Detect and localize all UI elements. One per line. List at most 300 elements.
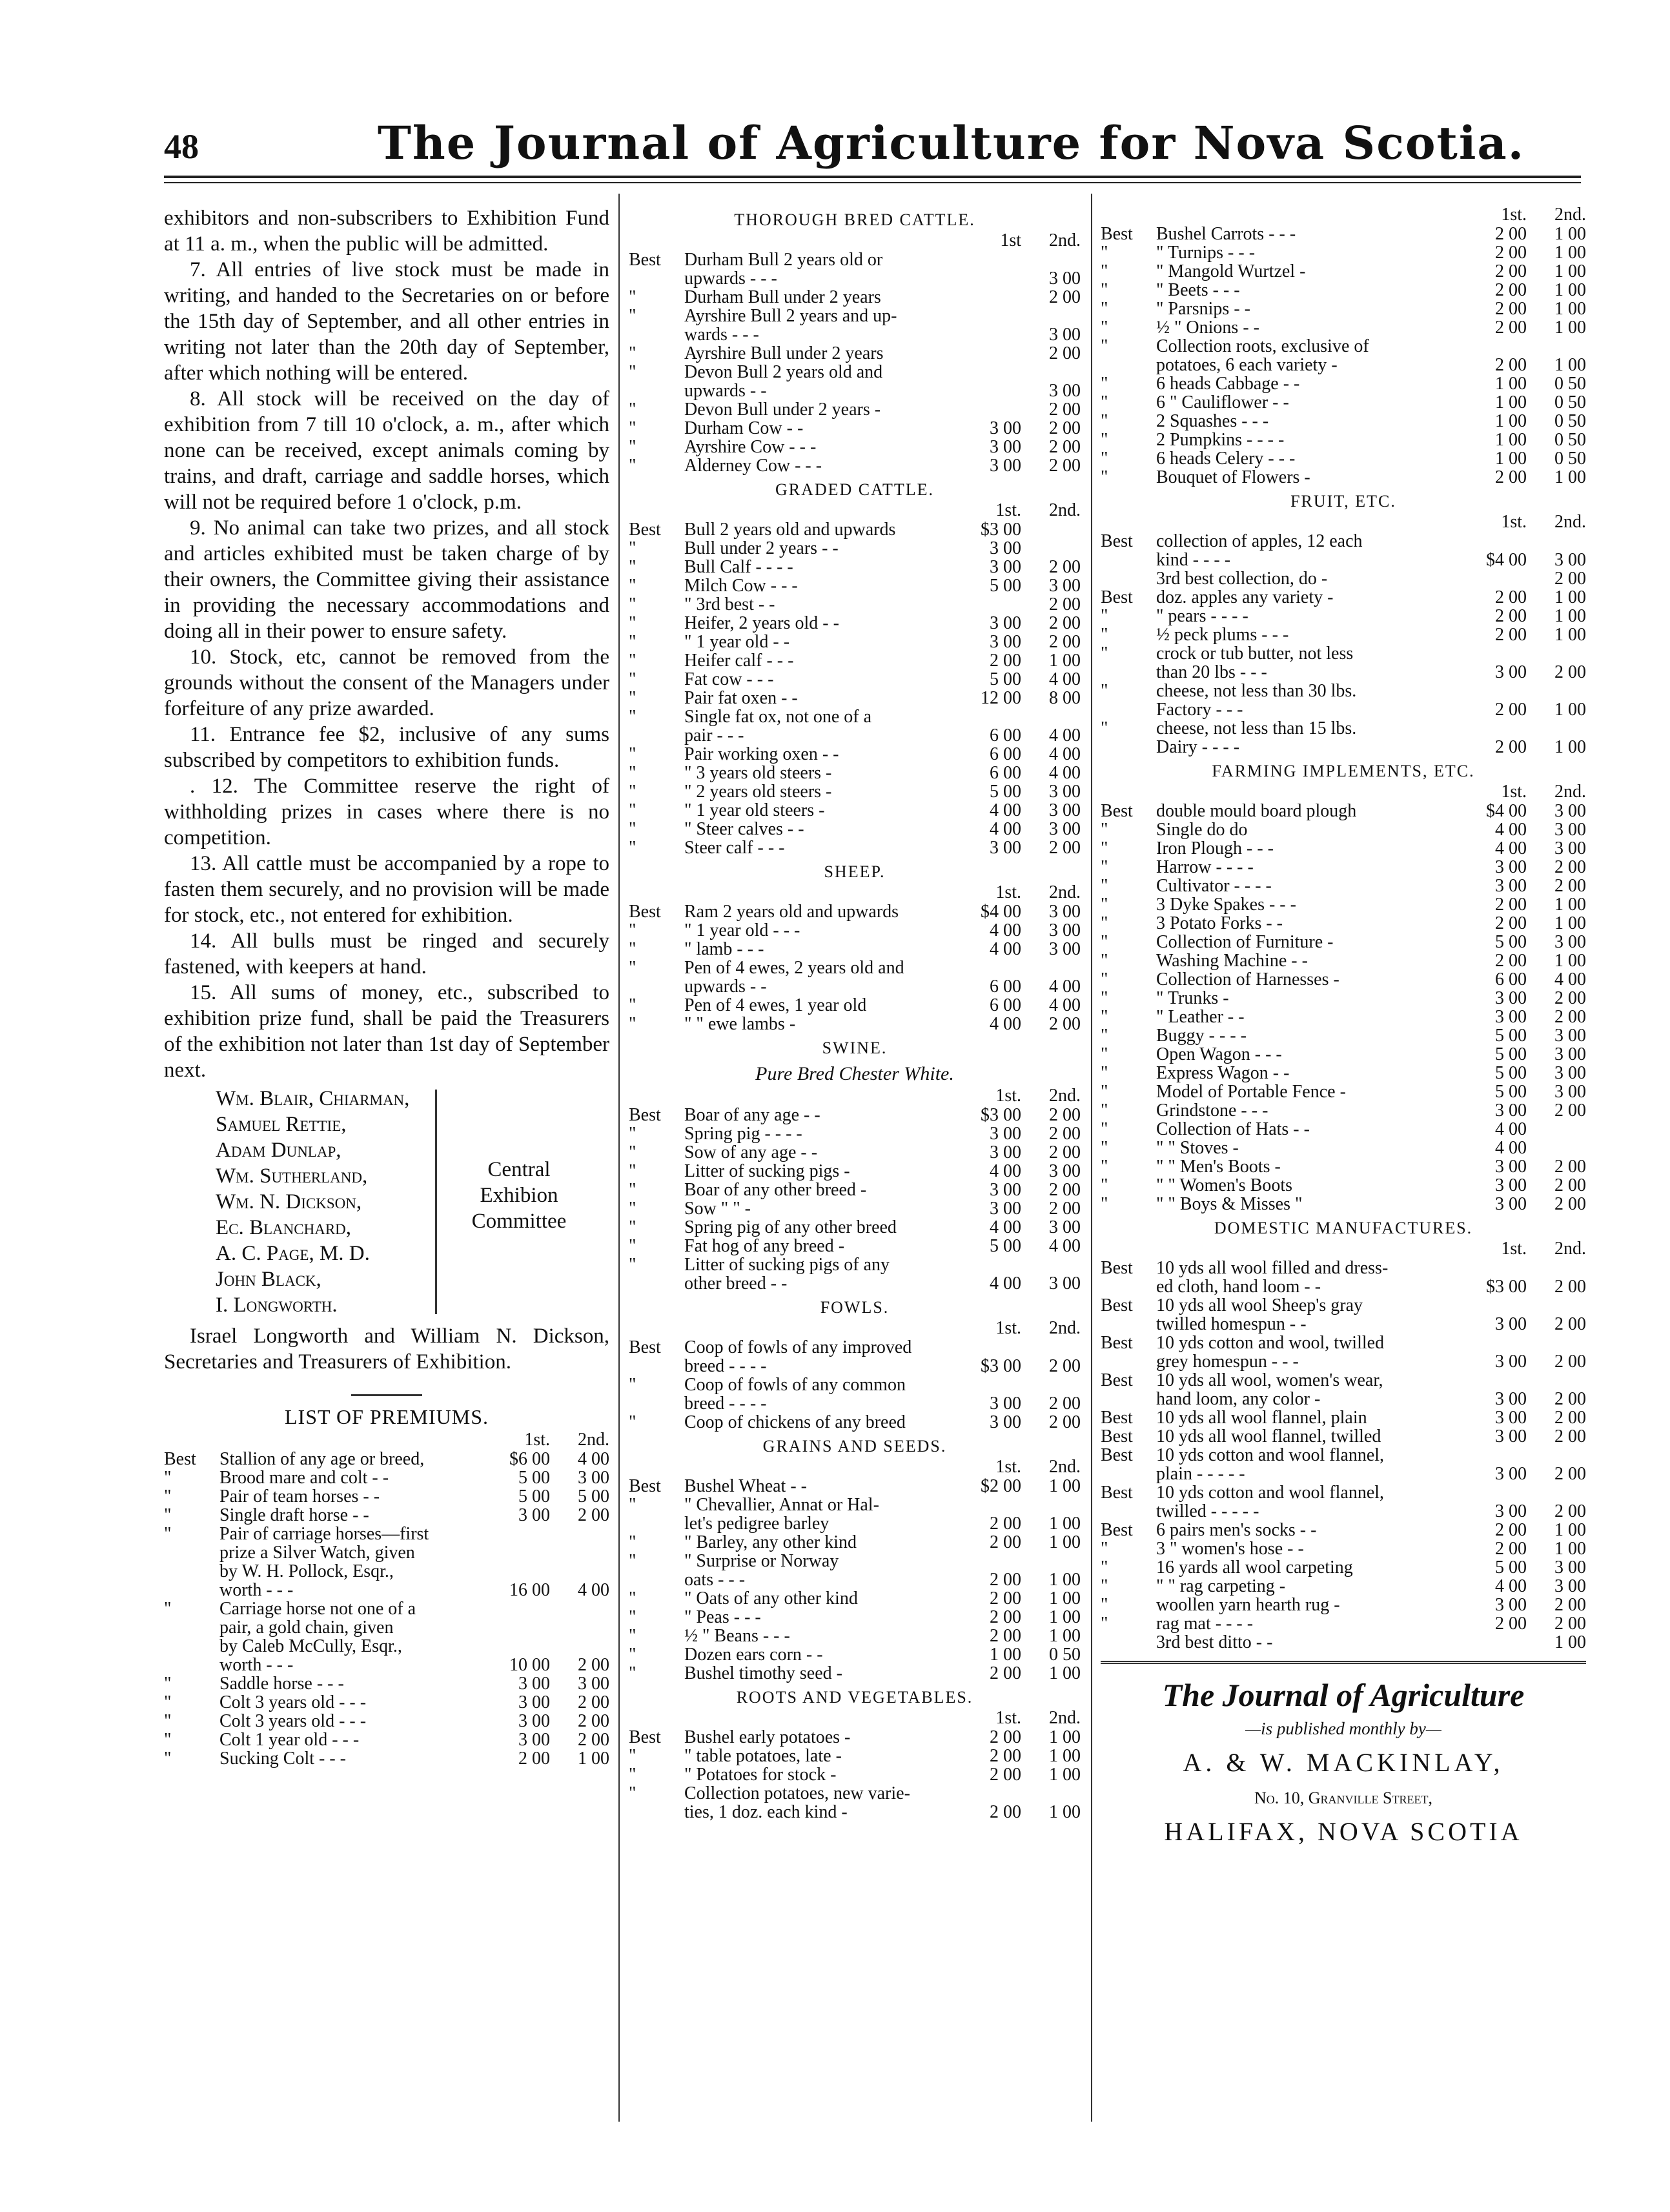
prize-row	[1101, 1008, 1586, 1026]
prize-section	[629, 862, 1081, 1033]
prize-row	[1101, 569, 1586, 588]
prize-best: "	[1101, 876, 1108, 896]
prize-best: "	[1101, 1007, 1108, 1027]
prize-second: 4 00	[578, 1449, 609, 1469]
caption-line: Central	[487, 1158, 551, 1181]
prize-best: "	[1101, 392, 1108, 412]
prize-item: Bull 2 years old and upwards	[684, 520, 896, 539]
prize-second: 1 00	[1554, 261, 1586, 281]
prize-row	[629, 1747, 1081, 1765]
prize-second: 3 00	[1049, 269, 1081, 289]
header-2nd: 2nd.	[1049, 230, 1081, 250]
prize-row	[629, 438, 1081, 456]
prize-first: 3 00	[518, 1505, 550, 1525]
paragraph: 9. No animal can take two prizes, and all stock and articles exhibited must be taken charge of by their owners, the Committee giving their assistance in providing the necessary accommodations and doing all in their power to ensure safety.	[164, 516, 609, 643]
prize-second: 1 00	[1049, 651, 1081, 671]
section-heading: SHEEP.	[824, 862, 886, 881]
prize-best: "	[1101, 625, 1108, 645]
prize-second: 2 00	[1049, 1394, 1081, 1414]
prize-second: 3 00	[1049, 325, 1081, 345]
prize-first: 2 00	[1495, 318, 1527, 338]
prize-item: Heifer, 2 years old - -	[684, 614, 839, 633]
prize-item: " " ewe lambs -	[684, 1015, 796, 1033]
committee-caption	[454, 1086, 584, 1318]
prize-first: 3 00	[1495, 1501, 1527, 1521]
prize-item: Boar of any age - -	[684, 1106, 820, 1124]
column-divider	[618, 194, 620, 2122]
prize-item: " pears - - - -	[1156, 607, 1248, 625]
prize-row	[1101, 738, 1586, 756]
prize-best	[164, 1618, 219, 1637]
prize-best	[164, 1581, 219, 1599]
prize-second: 2 00	[1049, 594, 1081, 614]
prize-best: Best	[1101, 1295, 1133, 1315]
prize-row	[629, 558, 1081, 576]
prize-item: Pen of 4 ewes, 1 year old	[684, 996, 867, 1015]
prize-item: " Potatoes for stock -	[684, 1765, 837, 1784]
prize-best: "	[1101, 988, 1108, 1008]
prize-item: Pair of team horses - -	[219, 1487, 380, 1506]
prize-first: 5 00	[1495, 1026, 1527, 1046]
header-1st: 1st.	[1501, 512, 1527, 532]
section-heading: FARMING IMPLEMENTS, ETC.	[1212, 762, 1475, 780]
prize-item: 2 Pumpkins - - - -	[1156, 431, 1285, 449]
prize-second	[1527, 1120, 1586, 1139]
prize-best: "	[1101, 1138, 1108, 1158]
prize-best: Best	[629, 1476, 661, 1496]
section-heading: GRADED CATTLE.	[775, 480, 935, 499]
prize-best	[629, 1514, 684, 1533]
prize-best: "	[629, 838, 636, 858]
prize-item: 10 yds cotton and wool flannel,	[1156, 1483, 1385, 1502]
column-headers	[629, 1086, 1081, 1106]
prize-first	[954, 1552, 1021, 1570]
prize-item: 2 Squashes - - -	[1156, 412, 1269, 431]
header-1st: 1st	[1000, 230, 1021, 250]
prize-item: twilled homespun - -	[1156, 1315, 1307, 1334]
prize-best	[1101, 1502, 1156, 1521]
prize-row	[1101, 1539, 1586, 1558]
prize-best: "	[1101, 1119, 1108, 1139]
prize-first: 10 00	[509, 1655, 550, 1675]
prize-second: 3 00	[1554, 838, 1586, 858]
prize-row	[1101, 1427, 1586, 1446]
column-headers	[629, 231, 1081, 250]
prize-item: Collection roots, exclusive of	[1156, 337, 1369, 356]
prize-row	[1101, 970, 1586, 989]
prize-section	[629, 480, 1081, 857]
prize-best: "	[164, 1505, 172, 1525]
prize-best: "	[629, 1495, 636, 1515]
prize-second: 1 00	[1554, 625, 1586, 645]
committee-member: Wm. Sutherland,	[216, 1164, 368, 1188]
prize-row	[1101, 895, 1586, 914]
prize-best	[629, 1357, 684, 1375]
column-headers	[164, 1430, 609, 1450]
prize-section	[1101, 1219, 1586, 1652]
prize-best: "	[164, 1749, 172, 1769]
prize-best: Best	[1101, 1426, 1133, 1446]
prize-item: 10 yds all wool filled and dress-	[1156, 1259, 1389, 1277]
prize-row	[1101, 1596, 1586, 1614]
column-headers	[629, 501, 1081, 520]
prize-first: 4 00	[1495, 1119, 1527, 1139]
prize-item: " 1 year old - -	[684, 633, 790, 651]
prize-row	[1101, 532, 1586, 551]
caption-line: Committee	[471, 1210, 567, 1233]
prize-row	[629, 344, 1081, 363]
right-sections	[1101, 205, 1586, 1652]
brace	[435, 1090, 454, 1314]
prize-best: "	[629, 557, 636, 577]
prize-item: Devon Bull 2 years old and	[684, 363, 883, 381]
prize-best: Best	[1101, 224, 1133, 244]
prize-second: 3 00	[1554, 1044, 1586, 1064]
prize-item: Sow " " -	[684, 1199, 751, 1218]
column-headers	[1101, 205, 1586, 225]
prize-item: Single do do	[1156, 820, 1248, 839]
column-right	[1101, 205, 1586, 2122]
prize-best: "	[164, 1674, 172, 1694]
prize-best: "	[629, 418, 636, 438]
prize-first: 4 00	[990, 819, 1021, 839]
prize-second: 4 00	[1049, 669, 1081, 689]
prize-item: Harrow - - - -	[1156, 858, 1254, 877]
prize-second	[1527, 719, 1586, 738]
prize-first: 3 00	[990, 1199, 1021, 1219]
prize-item: kind - - - -	[1156, 551, 1231, 569]
prize-best: "	[1101, 681, 1108, 701]
prize-first: 3 00	[990, 613, 1021, 633]
prize-row	[629, 921, 1081, 940]
prize-best: Best	[1101, 1258, 1133, 1278]
committee-member: Ec. Blanchard,	[216, 1216, 352, 1239]
prize-first: $4 00	[1486, 801, 1527, 821]
prize-best: "	[629, 995, 636, 1015]
prize-best: Best	[629, 1105, 661, 1125]
prize-first: 3 00	[1495, 1175, 1527, 1195]
prize-item: collection of apples, 12 each	[1156, 532, 1363, 551]
prize-second: 3 00	[1049, 1217, 1081, 1237]
prize-second	[1527, 1139, 1586, 1157]
prize-best: "	[1101, 1558, 1108, 1578]
prize-item: Milch Cow - - -	[684, 576, 798, 595]
prize-first: 4 00	[990, 1161, 1021, 1181]
prize-first: 1 00	[1495, 374, 1527, 394]
header-2nd: 2nd.	[1554, 512, 1586, 532]
prize-best: "	[629, 744, 636, 764]
committee-names	[164, 1086, 435, 1318]
prize-row	[1101, 243, 1586, 262]
prize-item: Pair fat oxen - -	[684, 689, 798, 707]
prize-second	[550, 1543, 609, 1562]
prize-item: Collection of Hats - -	[1156, 1120, 1310, 1139]
prize-first: 3 00	[990, 838, 1021, 858]
prize-row	[164, 1487, 609, 1506]
prize-row	[1101, 1157, 1586, 1176]
prize-second: 2 00	[1554, 569, 1586, 589]
prize-item: 10 yds all wool flannel, plain	[1156, 1408, 1367, 1427]
prize-second: 1 00	[1554, 280, 1586, 300]
prize-item: breed - - - -	[684, 1394, 767, 1413]
prize-first: 6 00	[990, 763, 1021, 783]
paragraph: 15. All sums of money, etc., subscribed to exhibition prize fund, shall be paid the Treasurers of the exhibition not later than 1st day of September next.	[164, 981, 609, 1082]
prize-item: " table potatoes, late -	[684, 1747, 842, 1765]
prize-row	[629, 1552, 1081, 1570]
prize-item: wards - - -	[684, 325, 759, 344]
prize-best	[1101, 1315, 1156, 1334]
publisher-subtitle: —is published monthly by—	[1245, 1719, 1441, 1738]
prize-first: 3 00	[1495, 662, 1527, 682]
prize-first	[954, 707, 1021, 726]
prize-first: 1 00	[1495, 411, 1527, 431]
prize-item: Ram 2 years old and upwards	[684, 902, 899, 921]
prize-row	[1101, 318, 1586, 337]
prize-first	[954, 269, 1021, 288]
prize-first	[954, 1375, 1021, 1394]
prize-row	[629, 651, 1081, 670]
prize-item: pair, a gold chain, given	[219, 1618, 394, 1637]
prize-first: 3 00	[518, 1692, 550, 1712]
prize-best: "	[629, 1142, 636, 1162]
prize-best	[629, 1274, 684, 1293]
prize-second: 0 50	[1554, 411, 1586, 431]
prize-row	[629, 576, 1081, 595]
prize-item: " 2 years old steers -	[684, 782, 832, 801]
prize-item: " Peas - - -	[684, 1608, 761, 1627]
prize-row	[1101, 356, 1586, 374]
prize-row	[1101, 1521, 1586, 1539]
prize-best: "	[164, 1730, 172, 1750]
prize-item: Collection of Furniture -	[1156, 933, 1334, 951]
prize-item: Saddle horse - - -	[219, 1674, 344, 1693]
prize-best	[1101, 663, 1156, 682]
prize-row	[1101, 1577, 1586, 1596]
prize-first	[954, 325, 1021, 344]
prize-best: "	[629, 1217, 636, 1237]
prize-item: breed - - - -	[684, 1357, 767, 1375]
column-headers	[629, 1709, 1081, 1728]
prize-best: "	[1101, 1044, 1108, 1064]
prize-item: by Caleb McCully, Esqr.,	[219, 1637, 402, 1656]
prize-second: 3 00	[1554, 1063, 1586, 1083]
prize-second: 2 00	[1049, 632, 1081, 652]
prize-row	[1101, 1352, 1586, 1371]
prize-best: "	[629, 1663, 636, 1683]
prize-first: 5 00	[990, 669, 1021, 689]
prize-row	[629, 250, 1081, 269]
publisher-name: A. & W. MACKINLAY,	[1183, 1748, 1504, 1777]
prize-best: "	[1101, 969, 1108, 989]
prize-second: 3 00	[1049, 819, 1081, 839]
prize-first: 5 00	[990, 782, 1021, 802]
prize-first: $6 00	[509, 1449, 550, 1469]
prize-first: 4 00	[990, 939, 1021, 959]
prize-second: 3 00	[1554, 801, 1586, 821]
prize-first	[954, 1496, 1021, 1514]
prize-item: Heifer calf - - -	[684, 651, 794, 670]
prize-second: 2 00	[1554, 1101, 1586, 1121]
prize-best: "	[629, 594, 636, 614]
prize-row	[629, 539, 1081, 558]
prize-first: 3 00	[990, 456, 1021, 476]
prize-row	[629, 838, 1081, 857]
prize-second: 3 00	[1554, 1558, 1586, 1578]
prize-best: Best	[1101, 1445, 1133, 1465]
prize-row	[629, 707, 1081, 726]
prize-first: 3 00	[1495, 1408, 1527, 1428]
prize-first	[1460, 1371, 1527, 1390]
prize-first	[954, 250, 1021, 269]
prize-row	[1101, 431, 1586, 449]
prize-row	[164, 1656, 609, 1674]
prize-item: " Mangold Wurtzel -	[1156, 262, 1306, 281]
prize-first: 6 00	[1495, 969, 1527, 989]
prize-item: Litter of sucking pigs of any	[684, 1255, 890, 1274]
prize-row	[629, 1255, 1081, 1274]
prize-first: 5 00	[1495, 1558, 1527, 1578]
prize-item: double mould board plough	[1156, 802, 1357, 820]
prize-section	[1101, 492, 1586, 756]
prize-second: 2 00	[1554, 1194, 1586, 1214]
prize-row	[1101, 951, 1586, 970]
prize-first: 3 00	[1495, 1426, 1527, 1446]
prize-row	[629, 1784, 1081, 1803]
prize-row	[629, 1015, 1081, 1033]
prize-item: Coop of fowls of any common	[684, 1375, 906, 1394]
prize-first: 4 00	[990, 1014, 1021, 1034]
prize-best: "	[629, 343, 636, 363]
prize-first	[483, 1618, 550, 1637]
header-1st: 1st.	[995, 882, 1021, 902]
prize-second: 2 00	[1554, 662, 1586, 682]
prize-item: Open Wagon - - -	[1156, 1045, 1282, 1064]
prize-second	[1021, 363, 1081, 381]
prize-item: Washing Machine - -	[1156, 951, 1308, 970]
prize-row	[164, 1637, 609, 1656]
header-1st: 1st.	[1501, 1239, 1527, 1259]
prize-second	[1527, 1446, 1586, 1465]
prize-first	[954, 363, 1021, 381]
prize-item: " " Boys & Misses "	[1156, 1195, 1303, 1213]
prize-best: "	[1101, 857, 1108, 877]
prize-row	[629, 977, 1081, 996]
paragraph: 13. All cattle must be accompanied by a rope to fasten them securely, and no provision will be made for stock, etc., not entered for exhibition.	[164, 852, 609, 927]
prize-second: 2 00	[1554, 1595, 1586, 1615]
prize-second: 2 00	[1049, 437, 1081, 457]
prize-row	[1101, 262, 1586, 281]
prize-first: 2 00	[1495, 737, 1527, 757]
prize-item: Devon Bull under 2 years -	[684, 400, 881, 419]
prize-best: "	[629, 1607, 636, 1627]
committee-member: A. C. Page, M. D.	[216, 1242, 370, 1265]
prize-row	[629, 1143, 1081, 1162]
prize-second: 2 00	[1049, 613, 1081, 633]
header-2nd: 2nd.	[1049, 1708, 1081, 1728]
prize-best: "	[1101, 411, 1108, 431]
prize-second: 1 00	[1049, 1476, 1081, 1496]
prize-second: 1 00	[1554, 737, 1586, 757]
prize-item: 6 pairs men's socks - -	[1156, 1521, 1317, 1539]
prize-item: 10 yds cotton and wool flannel,	[1156, 1446, 1385, 1465]
prize-item: " " Stoves -	[1156, 1139, 1239, 1157]
list-heading: LIST OF PREMIUMS.	[284, 1405, 489, 1428]
prize-item: Carriage horse not one of a	[219, 1599, 416, 1618]
header-1st: 1st.	[995, 1318, 1021, 1338]
prize-best: "	[629, 707, 636, 727]
prize-row	[1101, 802, 1586, 820]
prize-row	[629, 1162, 1081, 1181]
prize-second: 0 50	[1049, 1645, 1081, 1665]
prize-row	[1101, 719, 1586, 738]
prize-best: "	[629, 1124, 636, 1144]
prize-first	[483, 1543, 550, 1562]
prize-second: 1 00	[1049, 1663, 1081, 1683]
prize-best: "	[629, 1765, 636, 1785]
prize-second: 1 00	[1049, 1607, 1081, 1627]
prize-second	[1021, 1338, 1081, 1357]
prize-row	[164, 1562, 609, 1581]
prize-row	[629, 689, 1081, 707]
prize-item: " 1 year old - - -	[684, 921, 800, 940]
prize-second: 0 50	[1554, 392, 1586, 412]
prize-first: 1 00	[1495, 430, 1527, 450]
prize-best: "	[629, 287, 636, 307]
prize-second	[1527, 1296, 1586, 1315]
prize-second	[1527, 1259, 1586, 1277]
header-2nd: 2nd.	[1554, 782, 1586, 802]
prize-row	[1101, 374, 1586, 393]
prize-best: "	[1101, 951, 1108, 971]
prize-first: 2 00	[518, 1749, 550, 1769]
prize-best: Best	[164, 1449, 196, 1469]
prize-first: 3 00	[1495, 1389, 1527, 1409]
prize-row	[629, 1274, 1081, 1293]
prize-second	[550, 1599, 609, 1618]
prize-best: "	[629, 437, 636, 457]
prize-second: 2 00	[1049, 418, 1081, 438]
caption-line: Exhibion	[480, 1184, 558, 1207]
prize-second	[1021, 959, 1081, 977]
prize-row	[1101, 1408, 1586, 1427]
prize-second: 2 00	[578, 1692, 609, 1712]
prize-row	[1101, 1064, 1586, 1082]
prize-first: 4 00	[990, 920, 1021, 940]
prize-item: " " Women's Boots	[1156, 1176, 1293, 1195]
prize-item: cheese, not less than 30 lbs.	[1156, 682, 1357, 700]
prize-best	[1101, 1633, 1156, 1652]
prize-item: let's pedigree barley	[684, 1514, 830, 1533]
prize-second: 1 00	[1554, 355, 1586, 375]
prize-second: 1 00	[1554, 1520, 1586, 1540]
prize-first	[1460, 1259, 1527, 1277]
prize-item: Single draft horse - -	[219, 1506, 369, 1525]
prize-row	[629, 1218, 1081, 1237]
prize-best: "	[629, 958, 636, 978]
prize-best: "	[629, 669, 636, 689]
prize-second: 1 00	[1554, 318, 1586, 338]
prize-first: 3 00	[990, 1412, 1021, 1432]
prize-second: 1 00	[1554, 895, 1586, 915]
prize-row	[1101, 337, 1586, 356]
prize-second	[1021, 250, 1081, 269]
prize-row	[1101, 1026, 1586, 1045]
prize-second: 3 00	[1049, 1273, 1081, 1294]
prize-item: Iron Plough - - -	[1156, 839, 1274, 858]
prize-second: 2 00	[578, 1711, 609, 1731]
prize-row	[1101, 1195, 1586, 1213]
prize-section	[1101, 762, 1586, 1213]
